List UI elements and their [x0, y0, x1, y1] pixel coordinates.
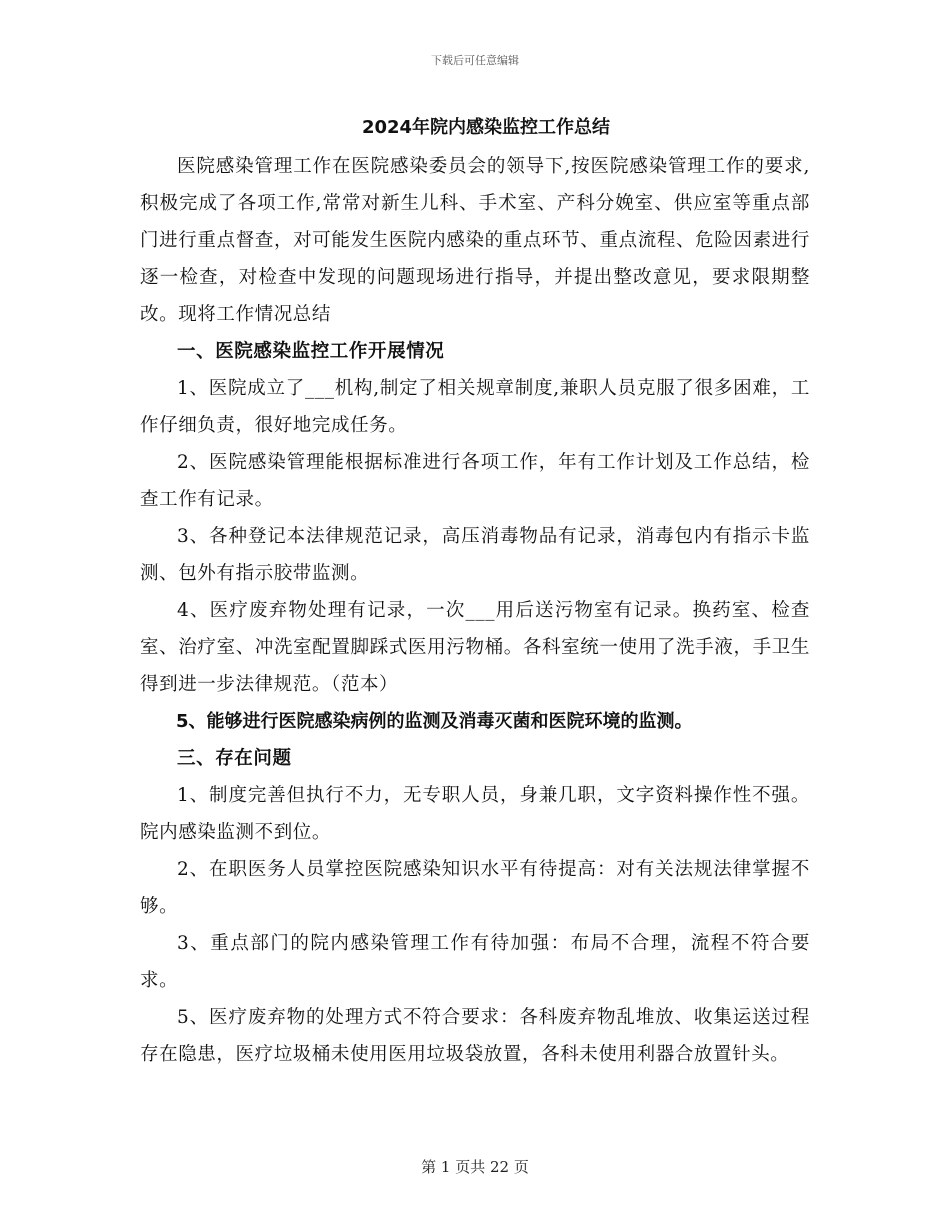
section-3-item-3: 3、重点部门的院内感染管理工作有待加强：布局不合理，流程不符合要求。 — [140, 933, 810, 991]
section-3-heading: 三、存在问题 — [177, 748, 292, 769]
document-body — [140, 108, 810, 1073]
section-1-heading: 一、医院感染监控工作开展情况 — [177, 341, 445, 362]
document-title: 2024年院内感染监控工作总结 — [361, 117, 611, 138]
section-1-item-5-bold: 5、能够进行医院感染病例的监测及消毒灭菌和医院环境的监测。 — [176, 711, 693, 732]
page-footer-number: 第 1 页共 22 页 — [421, 1158, 529, 1176]
section-1-item-2: 2、医院感染管理能根据标准进行各项工作，年有工作计划及工作总结，检查工作有记录。 — [140, 452, 810, 510]
section-1-item-1: 1、医院成立了___机构,制定了相关规章制度,兼职人员克服了很多困难，工作仔细负责，很好地完成任务。 — [140, 378, 810, 436]
page-header-note: 下载后可任意编辑 — [431, 54, 519, 67]
section-1-item-3: 3、各种登记本法律规范记录，高压消毒物品有记录，消毒包内有指示卡监测、包外有指示胶带监测。 — [140, 526, 810, 584]
section-3-item-1: 1、制度完善但执行不力，无专职人员，身兼几职，文字资料操作性不强。院内感染监测不到位。 — [140, 785, 810, 843]
section-3-item-5: 5、医疗废弃物的处理方式不符合要求：各科废弃物乱堆放、收集运送过程存在隐患，医疗垃圾桶未使用医用垃圾袋放置，各科未使用利器合放置针头。 — [140, 1007, 810, 1065]
section-1-item-4: 4、医疗废弃物处理有记录，一次___用后送污物室有记录。换药室、检查室、治疗室、冲洗室配置脚踩式医用污物桶。各科室统一使用了洗手液，手卫生得到进一步法律规范。（范本） — [140, 600, 810, 695]
intro-paragraph: 医院感染管理工作在医院感染委员会的领导下,按医院感染管理工作的要求,积极完成了各项工作,常常对新生儿科、手术室、产科分娩室、供应室等重点部门进行重点督查，对可能发生医院内感染的重点环节、重点流程、危险因素进行逐一检查，对检查中发现的问题现场进行指导，并提出整改意见，要求限期整改。现将工作情况总结 — [140, 156, 810, 325]
section-3-item-2: 2、在职医务人员掌控医院感染知识水平有待提高：对有关法规法律掌握不够。 — [140, 859, 810, 917]
